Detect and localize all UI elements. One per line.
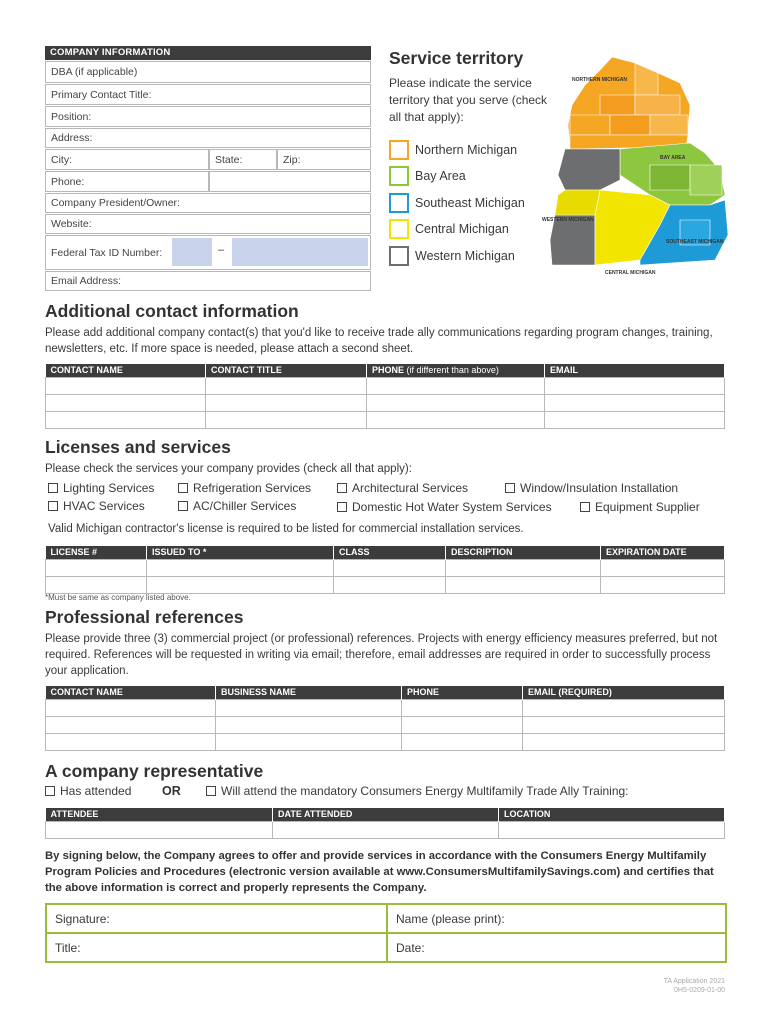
map-label-central: CENTRAL MICHIGAN — [605, 270, 656, 276]
table-row[interactable] — [46, 699, 725, 716]
additional-contact-table — [45, 364, 725, 429]
checkbox-icon[interactable] — [206, 786, 216, 796]
dba-field[interactable]: DBA (if applicable) — [45, 61, 371, 83]
territory-checkbox-western[interactable] — [389, 246, 409, 266]
additional-contact-description: Please add additional company contact(s) that you'd like to receive trade ally communications regarding program changes, training, newsletters, etc. If more space is needed, please attach a second sheet. — [45, 327, 713, 355]
col-contact-title: CONTACT TITLE — [206, 364, 367, 377]
map-label-bay: BAY AREA — [660, 155, 686, 161]
checkbox-icon[interactable] — [505, 483, 515, 493]
col-ref-phone: PHONE — [402, 686, 523, 699]
checkbox-icon[interactable] — [45, 786, 55, 796]
tax-id-dash: – — [218, 244, 225, 256]
phone-extra-field[interactable] — [209, 171, 371, 192]
col-issued-to: ISSUED TO * — [147, 546, 334, 559]
references-title: Professional references — [45, 607, 244, 627]
license-table — [45, 546, 725, 594]
table-row[interactable] — [46, 394, 725, 411]
footer-line2: 0H5-0209-01-00 — [674, 987, 725, 994]
map-label-southeast: SOUTHEAST MICHIGAN — [666, 239, 724, 245]
email-field[interactable]: Email Address: — [45, 271, 371, 291]
col-license-number: LICENSE # — [46, 546, 147, 559]
service-territory-instructions: Please indicate the service territory that you serve (check all that apply): — [389, 76, 548, 124]
checkbox-icon[interactable] — [178, 501, 188, 511]
map-label-western: WESTERN MICHIGAN — [542, 217, 594, 223]
col-contact-name: CONTACT NAME — [46, 364, 206, 377]
territory-checkbox-central[interactable] — [389, 219, 409, 239]
table-row[interactable] — [46, 716, 725, 733]
service-territory-title: Service territory — [389, 48, 524, 68]
phone-field[interactable]: Phone: — [45, 171, 209, 192]
checkbox-icon[interactable] — [48, 501, 58, 511]
table-row[interactable] — [46, 821, 725, 838]
will-attend-option[interactable]: Will attend the mandatory Consumers Energy Multifamily Trade Ally Training: — [206, 784, 629, 798]
territory-checkbox-northern[interactable] — [389, 140, 409, 160]
position-field[interactable]: Position: — [45, 106, 371, 127]
col-phone: PHONE (if different than above) — [367, 364, 545, 377]
agreement-text: By signing below, the Company agrees to offer and provide services in accordance with the Consumers Energy Multifamily Program Policies and Procedures (electronic version available at www.ConsumersMultifamilySavings.com) and certifies that the above information is correct and properly represents the Company. — [45, 850, 714, 894]
table-row[interactable] — [46, 733, 725, 750]
zip-field[interactable]: Zip: — [277, 149, 371, 170]
state-field[interactable]: State: — [209, 149, 277, 170]
col-ref-email: EMAIL (REQUIRED) — [523, 686, 725, 699]
service-refrigeration[interactable]: Refrigeration Services — [178, 481, 311, 495]
checkbox-icon[interactable] — [178, 483, 188, 493]
service-hvac[interactable]: HVAC Services — [48, 499, 145, 513]
territory-label-western: Western Michigan — [415, 249, 515, 263]
service-ac-chiller[interactable]: AC/Chiller Services — [178, 499, 296, 513]
primary-contact-field[interactable]: Primary Contact Title: — [45, 84, 371, 105]
service-window-insulation[interactable]: Window/Insulation Installation — [505, 481, 678, 495]
checkbox-icon[interactable] — [337, 502, 347, 512]
map-region-western — [558, 149, 620, 190]
map-label-northern: NORTHERN MICHIGAN — [572, 77, 627, 83]
service-equipment-supplier[interactable]: Equipment Supplier — [580, 500, 700, 514]
territory-label-central: Central Michigan — [415, 222, 509, 236]
table-row[interactable] — [46, 576, 725, 593]
company-info-header: COMPANY INFORMATION — [45, 46, 371, 60]
tax-id-input-2[interactable] — [232, 238, 368, 266]
footer-line1: TA Application 2021 — [663, 978, 725, 985]
address-field[interactable]: Address: — [45, 128, 371, 148]
col-location: LOCATION — [499, 808, 725, 821]
tax-id-input-1[interactable] — [172, 238, 212, 266]
licenses-title: Licenses and services — [45, 437, 231, 457]
col-date-attended: DATE ATTENDED — [273, 808, 499, 821]
col-ref-business-name: BUSINESS NAME — [216, 686, 402, 699]
license-footnote: *Must be same as company listed above. — [45, 593, 191, 602]
col-description: DESCRIPTION — [446, 546, 601, 559]
licenses-instructions: Please check the services your company provides (check all that apply): — [45, 463, 412, 475]
or-label: OR — [162, 784, 181, 798]
col-email: EMAIL — [545, 364, 725, 377]
city-field[interactable]: City: — [45, 149, 209, 170]
signature-field[interactable]: Signature: — [55, 911, 110, 926]
service-lighting[interactable]: Lighting Services — [48, 481, 154, 495]
references-description: Please provide three (3) commercial project (or professional) references. Projects with energy efficiency measures preferred, but not required. References will be requested in writing via email; therefore, email addresses are required in order to successfully process your application. — [45, 633, 718, 677]
col-ref-contact-name: CONTACT NAME — [46, 686, 216, 699]
president-field[interactable]: Company President/Owner: — [45, 193, 371, 213]
service-architectural[interactable]: Architectural Services — [337, 481, 468, 495]
territory-label-northern: Northern Michigan — [415, 143, 518, 157]
col-attendee: ATTENDEE — [46, 808, 273, 821]
michigan-territory-map — [540, 55, 730, 285]
tax-id-label: Federal Tax ID Number: — [45, 235, 371, 270]
territory-label-southeast: Southeast Michigan — [415, 196, 525, 210]
table-row[interactable] — [46, 411, 725, 428]
table-row[interactable] — [46, 377, 725, 394]
col-class: CLASS — [334, 546, 446, 559]
print-name-field[interactable]: Name (please print): — [396, 911, 505, 926]
checkbox-icon[interactable] — [580, 502, 590, 512]
has-attended-option[interactable]: Has attended — [45, 784, 131, 798]
table-row[interactable] — [46, 559, 725, 576]
territory-label-bay: Bay Area — [415, 169, 466, 183]
training-table — [45, 808, 725, 839]
additional-contact-title: Additional contact information — [45, 301, 299, 321]
territory-checkbox-southeast[interactable] — [389, 193, 409, 213]
title-field[interactable]: Title: — [55, 940, 81, 955]
license-note: Valid Michigan contractor's license is required to be listed for commercial installation services. — [48, 523, 524, 535]
checkbox-icon[interactable] — [337, 483, 347, 493]
website-field[interactable]: Website: — [45, 214, 371, 234]
territory-checkbox-bay[interactable] — [389, 166, 409, 186]
col-expiration-date: EXPIRATION DATE — [601, 546, 725, 559]
references-table — [45, 686, 725, 751]
date-field[interactable]: Date: — [396, 940, 425, 955]
checkbox-icon[interactable] — [48, 483, 58, 493]
service-hot-water[interactable]: Domestic Hot Water System Services — [337, 500, 552, 514]
representative-title: A company representative — [45, 761, 264, 781]
